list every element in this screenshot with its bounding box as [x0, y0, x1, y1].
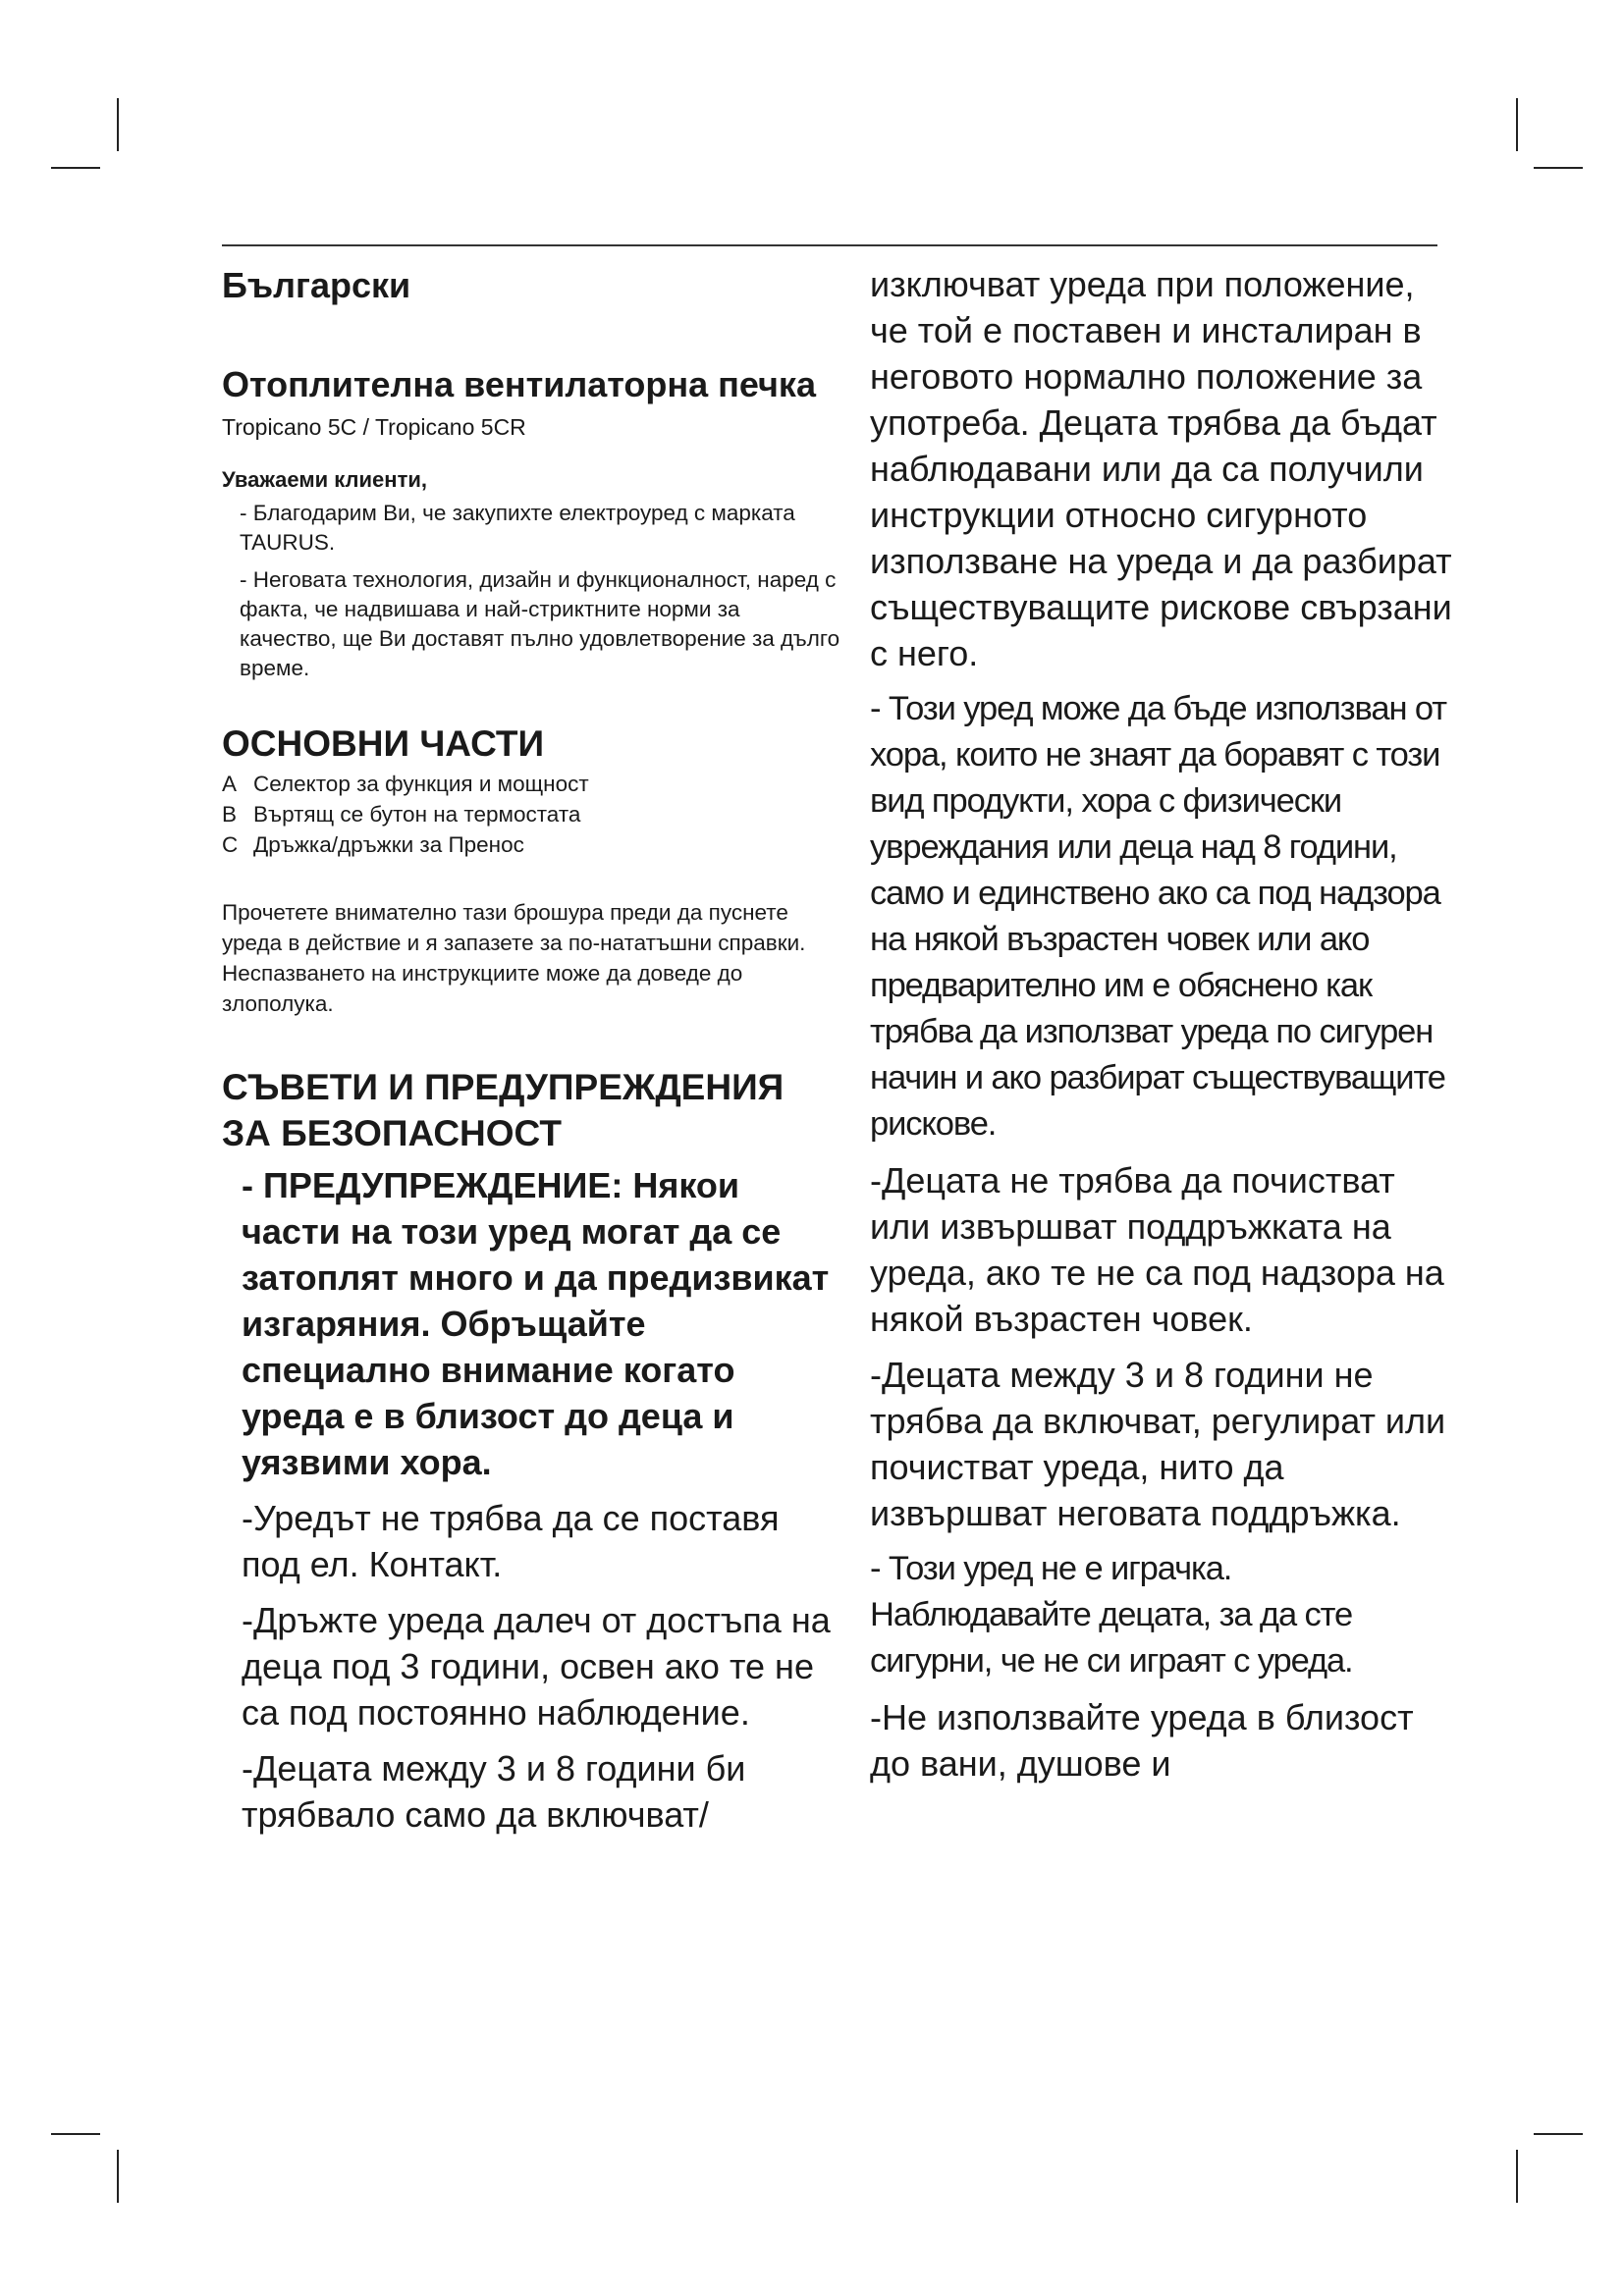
crop-mark-top-right-horizontal [1534, 167, 1583, 169]
part-label: Дръжка/дръжки за Пренос [253, 832, 524, 857]
crop-mark-top-right-vertical [1516, 98, 1518, 151]
main-parts-list [222, 769, 840, 860]
product-models: Tropicano 5C / Tropicano 5CR [222, 414, 526, 440]
crop-mark-bottom-right-vertical [1516, 2150, 1518, 2203]
right-column [870, 261, 1459, 1796]
part-letter: C [222, 832, 239, 857]
part-label: Селектор за функция и мощност [253, 772, 589, 796]
safety-paragraph: -Децата между 3 и 8 години не трябва да включват, регулират или почистват уреда, нито да извършват неговата поддръжка. [870, 1355, 1446, 1533]
part-item [222, 829, 840, 860]
left-column [222, 261, 840, 1838]
safety-paragraph: -Децата между 3 и 8 години би трябвало само да включват/ [242, 1748, 746, 1835]
safety-paragraph: - Този уред може да бъде използван от хора, които не знаят да боравят с този вид продукти, хора с физически увреждания или деца над 8 години, само и единствено ако са под надзора на някой възрастен човек или ако предварително им е обяснено как трябва да използват уреда по сигурен начин и ако разбират съществуващите рискове. [870, 690, 1446, 1143]
main-parts-heading: ОСНОВНИ ЧАСТИ [222, 723, 545, 764]
greeting-paragraph: - Благодарим Ви, че закупихте електроуред с марката TAURUS. [240, 501, 795, 555]
language-heading: Български [222, 265, 411, 305]
part-label: Въртящ се бутон на термостата [253, 802, 581, 827]
part-letter: B [222, 802, 238, 827]
greeting-paragraph: - Неговата технология, дизайн и функционалност, наред с факта, че надвишава и най-стриктните норми за качество, ще Ви доставят пълно удовлетворение за дълго време. [240, 567, 840, 680]
safety-paragraph: -Уредът не трябва да се поставя под ел. Контакт. [242, 1498, 780, 1584]
part-item [222, 769, 840, 799]
crop-mark-bottom-left-vertical [117, 2150, 119, 2203]
safety-paragraph: - Този уред не е играчка. Наблюдавайте децата, за да сте сигурни, че не си играят с уреда. [870, 1550, 1353, 1680]
greeting-title: Уважаеми клиенти, [222, 467, 427, 492]
part-letter: A [222, 772, 238, 796]
safety-paragraph: -Не използвайте уреда в близост до вани, душове и [870, 1697, 1414, 1784]
header-rule [222, 244, 1437, 246]
safety-warning: - ПРЕДУПРЕЖДЕНИЕ: Някои части на този уред могат да се затоплят много и да предизвикат изгаряния. Обръщайте специално внимание когато уреда е в близост до деца и уязвими хора. [242, 1165, 830, 1482]
safety-paragraph: -Децата не трябва да почистват или извършват поддръжката на уреда, ако те не са под надзора на някой възрастен човек. [870, 1160, 1444, 1339]
intro-text: Прочетете внимателно тази брошура преди да пуснете уреда в действие и я запазете за по-нататъшни справки. Неспазването на инструкциите може да доведе до злополука. [222, 900, 806, 1016]
crop-mark-top-left-vertical [117, 98, 119, 151]
safety-paragraph: изключват уреда при положение, че той е поставен и инсталиран в неговото нормално положение за употреба. Децата трябва да бъдат наблюдавани или да са получили инструкции относно сигурното използване на уреда и да разбират съществуващите рискове свързани с него. [870, 264, 1452, 673]
product-title: Отоплителна вентилаторна печка [222, 364, 816, 404]
crop-mark-bottom-left-horizontal [51, 2133, 100, 2135]
crop-mark-bottom-right-horizontal [1534, 2133, 1583, 2135]
safety-heading: СЪВЕТИ И ПРЕДУПРЕЖДЕНИЯ ЗА БЕЗОПАСНОСТ [222, 1067, 785, 1153]
safety-paragraph: -Дръжте уреда далеч от достъпа на деца под 3 години, освен ако те не са под постоянно наблюдение. [242, 1600, 831, 1733]
crop-mark-top-left-horizontal [51, 167, 100, 169]
part-item [222, 799, 840, 829]
